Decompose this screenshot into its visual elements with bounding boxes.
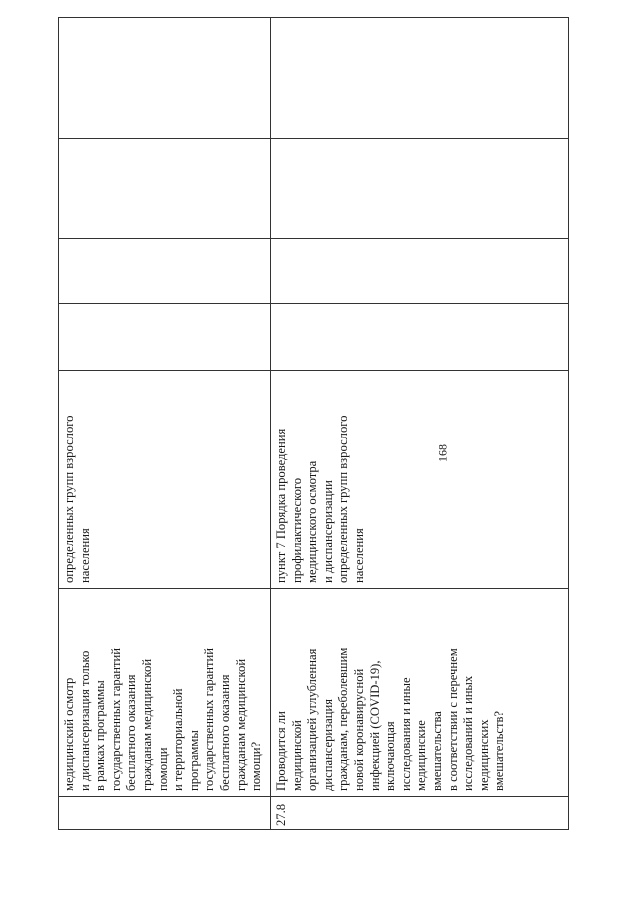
text-line: вмешательств? xyxy=(492,710,507,791)
text-line: определенных групп взрослого xyxy=(336,415,351,583)
text-line: исследований и иных xyxy=(461,675,476,791)
answer-yes-cell xyxy=(271,304,569,371)
text-line: вмешательства xyxy=(429,711,444,791)
text-line: пункт 7 Порядка проведения xyxy=(274,428,288,583)
reference-text xyxy=(62,375,93,583)
text-line: профилактического xyxy=(289,477,304,583)
rotated-table-wrapper xyxy=(58,18,568,830)
text-line: и диспансеризация только xyxy=(77,650,92,791)
text-line: населения xyxy=(77,528,92,583)
answer-no-cell xyxy=(59,239,271,304)
text-line: гражданам, переболевшим xyxy=(336,647,351,791)
text-line: и территориальной xyxy=(171,688,186,791)
text-line: инфекцией (COVID-19), xyxy=(367,660,382,791)
text-line: организацией углубленная xyxy=(305,648,320,791)
table-row xyxy=(271,18,569,830)
text-line: в соответствии с перечнем xyxy=(445,648,460,791)
notes-cell xyxy=(59,18,271,139)
text-line: программы xyxy=(186,730,201,791)
text-line: медицинский осмотр xyxy=(62,677,76,791)
text-line: Проводится ли xyxy=(274,711,288,791)
text-line: государственных гарантий xyxy=(202,648,217,791)
text-line: исследования и иные xyxy=(398,677,413,791)
checklist-table xyxy=(58,17,569,830)
question-text xyxy=(274,593,508,791)
text-line: определенных групп взрослого xyxy=(62,415,76,583)
table-row xyxy=(59,18,271,830)
reference-text xyxy=(274,375,368,583)
question-cell xyxy=(59,589,271,797)
not-applicable-cell xyxy=(59,139,271,239)
question-cell xyxy=(271,589,569,797)
text-line: бесплатного оказания xyxy=(217,674,232,791)
text-line: в рамках программы xyxy=(93,680,108,791)
text-line: государственных гарантий xyxy=(108,648,123,791)
text-line: гражданам медицинской xyxy=(233,658,248,791)
text-line: помощи? xyxy=(249,741,264,791)
text-line: диспансеризация xyxy=(320,698,335,791)
text-line: населения xyxy=(351,528,366,583)
text-line: медицинских xyxy=(476,719,491,791)
text-line: бесплатного оказания xyxy=(124,674,139,791)
answer-yes-cell xyxy=(59,304,271,371)
reference-cell xyxy=(271,371,569,589)
text-line: гражданам медицинской xyxy=(139,658,154,791)
answer-no-cell xyxy=(271,239,569,304)
text-line: медицинского осмотра xyxy=(305,460,320,583)
text-line: медицинские xyxy=(414,720,429,791)
text-line: медицинской xyxy=(289,720,304,791)
page-number: 168 xyxy=(435,444,450,462)
notes-cell xyxy=(271,18,569,139)
not-applicable-cell xyxy=(271,139,569,239)
text-line: новой коронавирусной xyxy=(351,668,366,791)
row-number-cell xyxy=(59,797,271,830)
text-line: включающая xyxy=(383,721,398,791)
text-line: помощи xyxy=(155,747,170,791)
row-number-cell: 27.8 xyxy=(271,797,569,830)
reference-cell xyxy=(59,371,271,589)
question-text xyxy=(62,593,265,791)
text-line: и диспансеризации xyxy=(320,480,335,583)
